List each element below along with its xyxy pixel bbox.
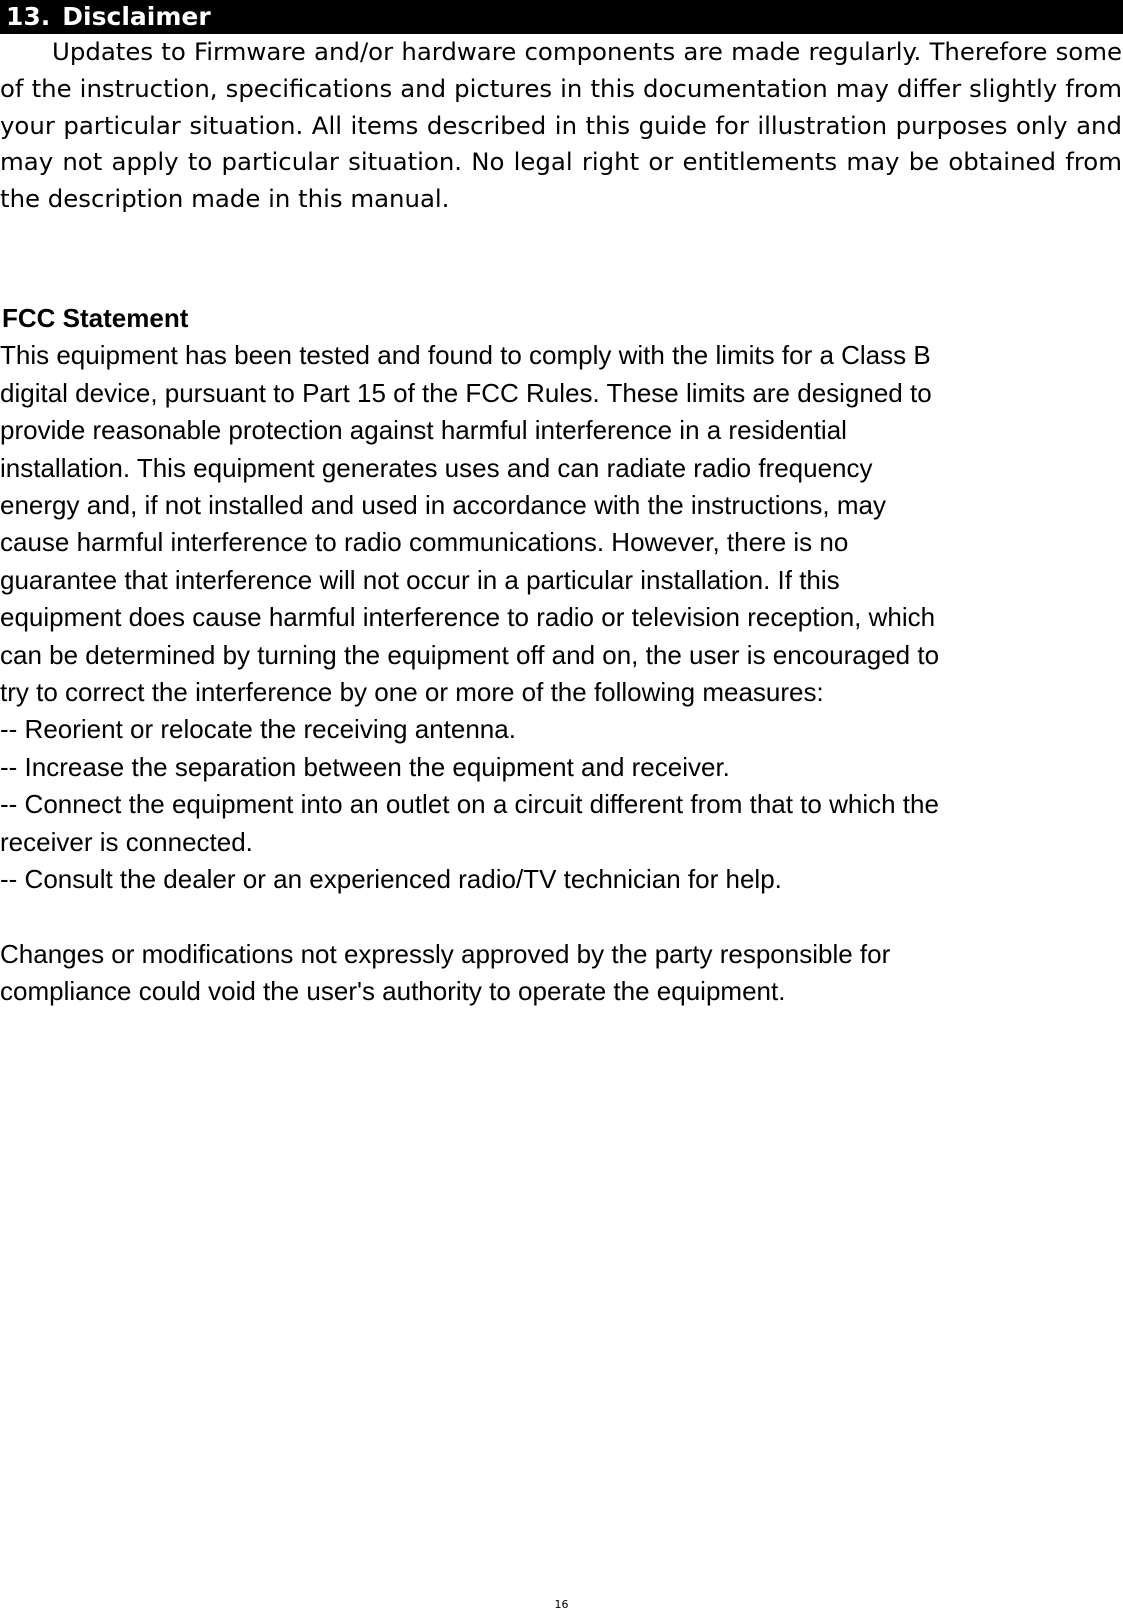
fcc-line: try to correct the interference by one or more of the following measures: (0, 677, 824, 708)
fcc-line: equipment does cause harmful interference to radio or television reception, which (0, 602, 936, 633)
section-heading-bar (0, 0, 1123, 34)
fcc-measure-item: -- Consult the dealer or an experienced radio/TV technician for help. (0, 864, 782, 895)
fcc-line: cause harmful interference to radio communications. However, there is no (0, 527, 849, 558)
page-number: 16 (554, 1598, 569, 1611)
fcc-line: can be determined by turning the equipment off and on, the user is encouraged to (0, 639, 940, 670)
fcc-measure-item: receiver is connected. (0, 826, 253, 857)
fcc-line: guarantee that interference will not occur in a particular installation. If this (0, 564, 840, 595)
paragraph-gap (0, 899, 1123, 936)
fcc-statement-title: FCC Statement (2, 303, 189, 333)
fcc-line: This equipment has been tested and found to comply with the limits for a Class B (0, 340, 931, 371)
section-title: Disclaimer (62, 2, 211, 31)
fcc-statement (0, 300, 1123, 1010)
fcc-line: installation. This equipment generates uses and can radiate radio frequency (0, 452, 873, 483)
fcc-closing-line: compliance could void the user's authority to operate the equipment. (0, 975, 786, 1006)
fcc-measure-item: -- Reorient or relocate the receiving antenna. (0, 714, 516, 745)
fcc-line: digital device, pursuant to Part 15 of the FCC Rules. These limits are designed to (0, 377, 932, 408)
section-number: 13. (6, 2, 51, 31)
fcc-measure-item: -- Increase the separation between the equipment and receiver. (0, 751, 730, 782)
disclaimer-paragraph: Updates to Firmware and/or hardware components are made regularly. Therefore some of the instruction, specifications and pictures in this documentation may differ slightly from your particular situation. All items described in this guide for illustration purposes only and may not apply to particular situation. No legal right or entitlements may be obtained from the description made in this manual. (0, 37, 1122, 214)
fcc-line: energy and, if not installed and used in accordance with the instructions, may (0, 490, 886, 521)
fcc-line: provide reasonable protection against harmful interference in a residential (0, 415, 847, 446)
fcc-closing-line: Changes or modifications not expressly approved by the party responsible for (0, 938, 891, 969)
fcc-measure-item: -- Connect the equipment into an outlet on a circuit different from that to which the (0, 789, 939, 820)
